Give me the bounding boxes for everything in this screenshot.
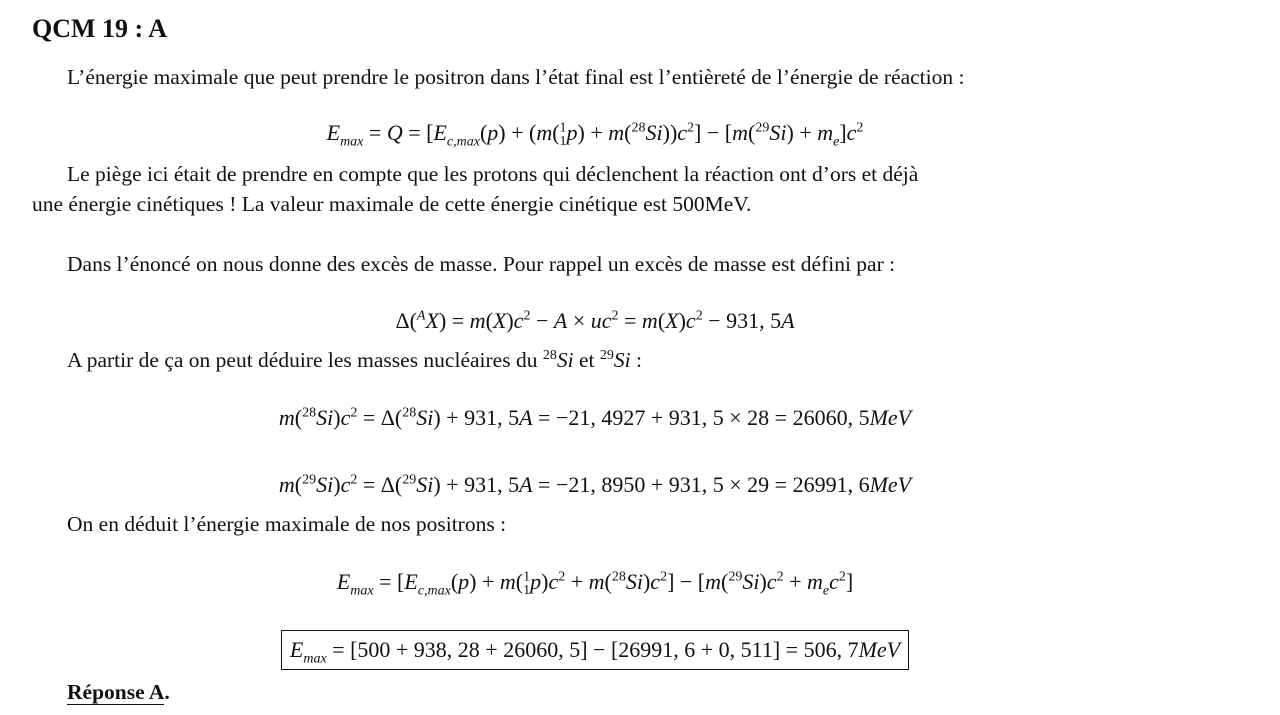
equation-text: $E_{max} = Q = [E_{c,max}(p) + (m(^1_1p) + m(^{28}Si))c^2] - [m(^{29}Si) + m_e]c^2$ (326, 120, 864, 150)
paragraph-deduire-masses: A partir de ça on peut déduire les masses nucléaires du $^{28}$Si et $^{29}$Si : (67, 347, 642, 372)
result-box: $E_{max} = [500 + 938$, 28 + 26060, 5] − [26991, 6 + 0, 511] = 506, 7MeV (281, 630, 909, 670)
page-title: QCM 19 : A (32, 14, 168, 43)
equation-emax-expanded: $E_{max} = [E_{c,max}(p) + m(^1_1p)c^2 + m(^{28}Si)c^2] - [m(^{29}Si)c^2 + m_ec^2]$ (336, 569, 854, 599)
paragraph-exces-masse: Dans l’énoncé on nous donne des excès de masse. Pour rappel un excès de masse est défini par : (67, 252, 896, 276)
answer-label: Réponse A (67, 680, 165, 704)
answer-line (67, 677, 170, 707)
paragraph-text-suffix: : (635, 348, 642, 372)
paragraph-intro: L’énergie maximale que peut prendre le positron dans l’état final est l’entièreté de l’énergie de réaction : (67, 65, 965, 89)
paragraph-piege-line1: Le piège ici était de prendre en compte que les protons qui déclenchent la réaction ont d’ors et déjà (67, 162, 919, 186)
equation-mass-si28: $m(^{28}Si)c^2 = \Delta(^{28}Si) + 931$, 5A = −21, 4927 + 931, 5 × 28 = 26060, 5MeV (278, 405, 912, 430)
equation-mass-excess: $\Delta(^AX) = m(X)c^2 - A \times uc^2 = m(X)c^2 - 931$, 5A (395, 308, 795, 333)
equation-result-boxed (0, 630, 1190, 670)
paragraph-deduit-energie: On en déduit l’énergie maximale de nos positrons : (67, 512, 507, 536)
paragraph-piege-line2: une énergie cinétiques ! La valeur maximale de cette énergie cinétique est 500MeV. (32, 192, 752, 216)
paragraph-text: A partir de ça on peut déduire les masses nucléaires du (67, 348, 538, 372)
equation-mass-si29: $m(^{29}Si)c^2 = \Delta(^{29}Si) + 931$, 5A = −21, 8950 + 931, 5 × 29 = 26991, 6MeV (278, 472, 912, 497)
paragraph-text-mid: et (578, 348, 595, 372)
equation-emax-q (0, 118, 1190, 148)
answer-period: . (164, 680, 170, 704)
